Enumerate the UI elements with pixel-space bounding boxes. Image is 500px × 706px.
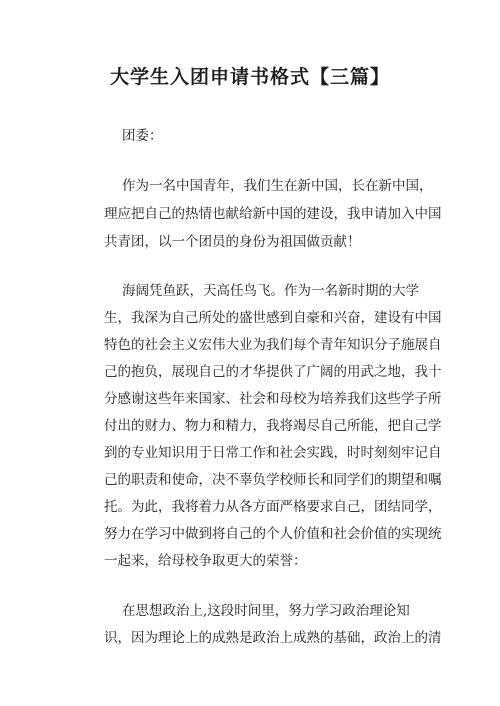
paragraph-line: 付出的财力、物力和精力，我将竭尽自己所能，把自己学	[104, 418, 442, 434]
paragraph-line: 己的职责和使命，决不辜负学校师长和同学们的期望和嘱	[104, 472, 442, 488]
salutation: 团委：	[122, 128, 163, 144]
paragraph-line: 作为一名中国青年，我们生在新中国，长在新中国，	[122, 178, 433, 194]
paragraph-line: 在思想政治上,这段时间里，努力学习政治理论知	[122, 603, 410, 619]
paragraph-line: 海阔凭鱼跃，天高任鸟飞。作为一名新时期的大学	[122, 283, 419, 299]
paragraph-line: 共青团，以一个团员的身份为祖国做贡献！	[104, 234, 361, 250]
paragraph-line: 生，我深为自己所处的盛世感到自豪和兴奋，建设有中国	[104, 310, 442, 326]
paragraph-line: 识，因为理论上的成熟是政治上成熟的基础，政治上的清	[104, 630, 442, 646]
paragraph-line: 分感谢这些年来国家、社会和母校为培养我们这些学子所	[104, 391, 442, 407]
paragraph-line: 特色的社会主义宏伟大业为我们每个青年知识分子施展自	[104, 337, 442, 353]
paragraph-line: 托。为此，我将着力从各方面严格要求自己，团结同学，	[104, 499, 442, 515]
paragraph-line: 己的抱负，展现自己的才华提供了广阔的用武之地，我十	[104, 364, 442, 380]
paragraph-line: 一起来，给母校争取更大的荣誉：	[104, 553, 307, 569]
paragraph-line: 到的专业知识用于日常工作和社会实践，时时刻刻牢记自	[104, 445, 442, 461]
paragraph-line: 理应把自己的热情也献给新中国的建设，我申请加入中国	[104, 206, 442, 222]
document-title: 大学生入团申请书格式【三篇】	[109, 66, 390, 88]
paragraph-line: 努力在学习中做到将自己的个人价值和社会价值的实现统	[104, 526, 442, 542]
